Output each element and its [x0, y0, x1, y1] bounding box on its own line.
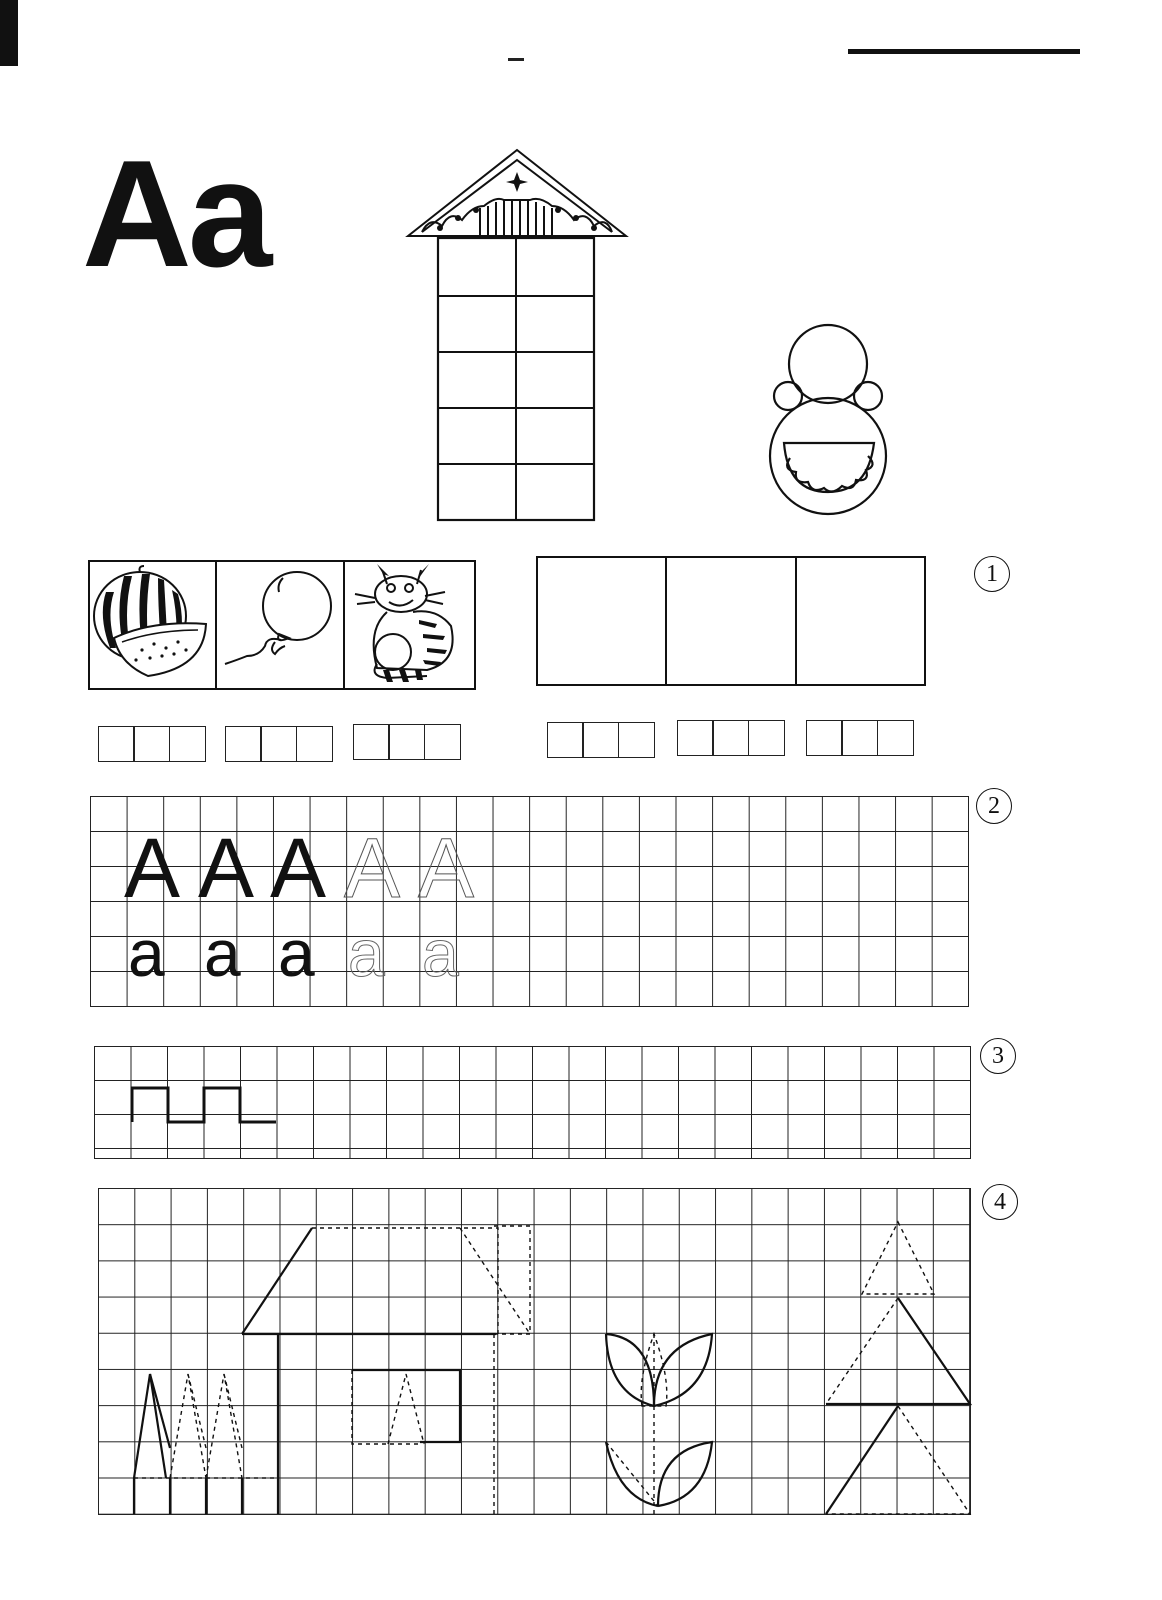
- sound-scheme[interactable]: [226, 726, 333, 762]
- divider: [665, 556, 667, 686]
- sound-scheme[interactable]: [678, 720, 785, 756]
- sound-scheme[interactable]: [548, 722, 655, 758]
- scan-corner-mark: [0, 0, 18, 66]
- letter-a-dotted[interactable]: a: [348, 916, 385, 990]
- task-number-3: 3: [980, 1038, 1016, 1074]
- letter-a-solid: a: [278, 916, 315, 990]
- page-title: Aa: [82, 129, 269, 299]
- task-number-4: 4: [982, 1184, 1018, 1220]
- letter-A-solid: A: [198, 821, 255, 915]
- letter-a-solid: a: [204, 916, 241, 990]
- letter-A-solid: A: [124, 821, 181, 915]
- frog-icon: [762, 322, 892, 522]
- divider: [215, 560, 217, 688]
- sound-scheme[interactable]: [354, 724, 461, 760]
- sound-scheme[interactable]: [807, 720, 914, 756]
- letter-A-dotted[interactable]: A: [344, 821, 401, 915]
- sound-scheme[interactable]: [99, 726, 206, 762]
- letter-A-solid: A: [270, 821, 327, 915]
- drawing-figures: [98, 1188, 974, 1518]
- balloon-icon: [219, 564, 341, 684]
- divider: [795, 556, 797, 686]
- watermelon-icon: [92, 564, 212, 684]
- scan-line: [848, 49, 1080, 54]
- letter-a-dotted[interactable]: a: [422, 916, 459, 990]
- letter-a-solid: a: [128, 916, 165, 990]
- divider: [343, 560, 345, 688]
- cat-icon: [347, 564, 469, 684]
- task-number-2: 2: [976, 788, 1012, 824]
- scan-dash: [508, 58, 524, 61]
- task-number-1: 1: [974, 556, 1010, 592]
- pattern-line: [128, 1082, 288, 1128]
- letter-A-dotted[interactable]: A: [418, 821, 475, 915]
- answer-frame[interactable]: [536, 556, 926, 686]
- letter-house: [400, 140, 640, 530]
